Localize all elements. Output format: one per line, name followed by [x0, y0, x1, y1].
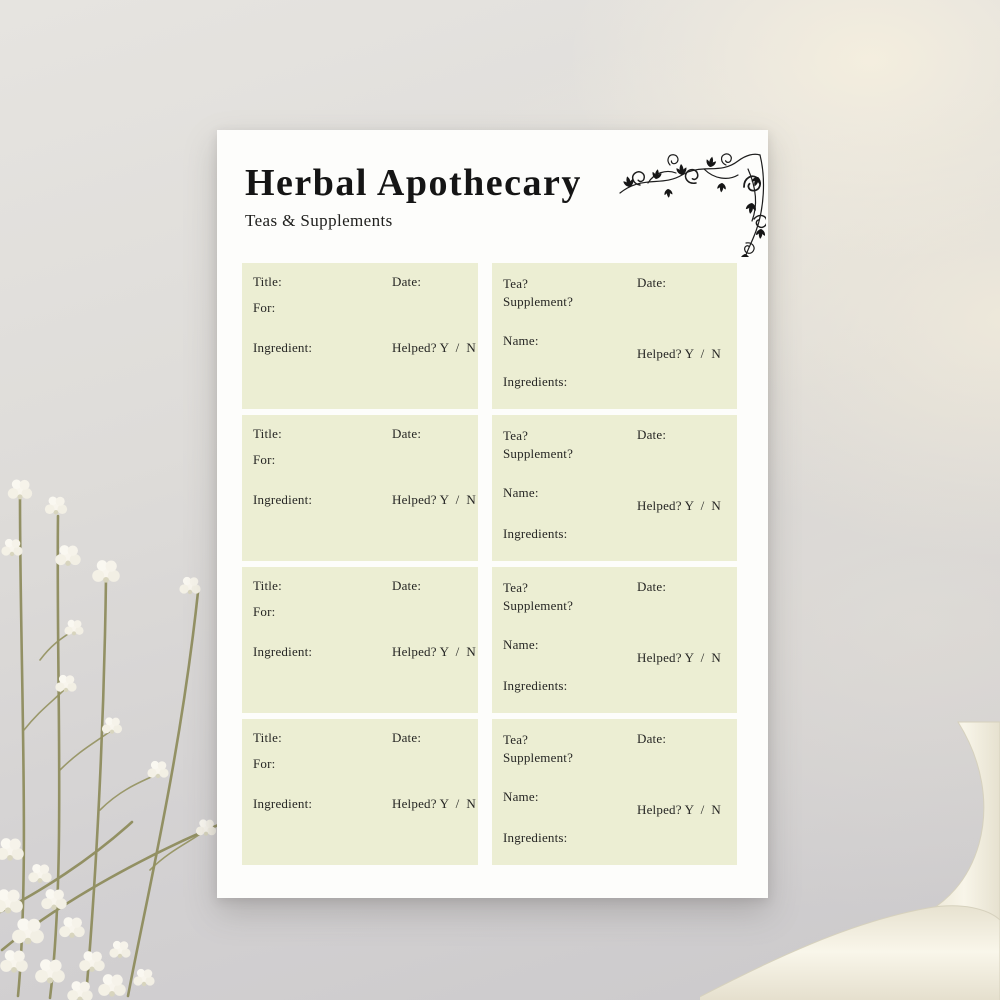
for-label: For:	[253, 756, 276, 771]
ingredient-label: Ingredient:	[253, 644, 313, 659]
record-cards-grid	[242, 263, 737, 865]
remedy-record-card	[242, 263, 478, 409]
ingredients-label: Ingredients:	[503, 830, 568, 845]
ingredient-label: Ingredient:	[253, 492, 313, 507]
tea-label: Tea?	[503, 428, 529, 443]
floral-corner-ornament-icon	[618, 135, 766, 257]
date-label: Date:	[637, 427, 667, 442]
tea-supplement-record-card	[492, 415, 737, 561]
helped-label: Helped? Y / N	[637, 802, 721, 817]
ingredients-label: Ingredients:	[503, 374, 568, 389]
title-label: Title:	[253, 730, 282, 745]
ingredient-label: Ingredient:	[253, 340, 313, 355]
date-label: Date:	[392, 578, 422, 593]
remedy-record-card	[242, 415, 478, 561]
supplement-label: Supplement?	[503, 750, 574, 765]
ingredient-label: Ingredient:	[253, 796, 313, 811]
remedy-record-card	[242, 719, 478, 865]
supplement-label: Supplement?	[503, 446, 574, 461]
helped-label: Helped? Y / N	[392, 796, 476, 811]
tea-label: Tea?	[503, 732, 529, 747]
date-label: Date:	[392, 426, 422, 441]
supplement-label: Supplement?	[503, 598, 574, 613]
name-label: Name:	[503, 789, 539, 804]
for-label: For:	[253, 604, 276, 619]
for-label: For:	[253, 452, 276, 467]
tea-supplement-record-card	[492, 567, 737, 713]
date-label: Date:	[637, 579, 667, 594]
title-label: Title:	[253, 274, 282, 289]
helped-label: Helped? Y / N	[392, 340, 476, 355]
helped-label: Helped? Y / N	[637, 498, 721, 513]
date-label: Date:	[392, 730, 422, 745]
paper-sheet	[217, 130, 768, 898]
date-label: Date:	[392, 274, 422, 289]
title-label: Title:	[253, 578, 282, 593]
title-label: Title:	[253, 426, 282, 441]
for-label: For:	[253, 300, 276, 315]
date-label: Date:	[637, 275, 667, 290]
helped-label: Helped? Y / N	[637, 650, 721, 665]
ingredients-label: Ingredients:	[503, 526, 568, 541]
name-label: Name:	[503, 485, 539, 500]
supplement-label: Supplement?	[503, 294, 574, 309]
helped-label: Helped? Y / N	[637, 346, 721, 361]
name-label: Name:	[503, 637, 539, 652]
tea-label: Tea?	[503, 580, 529, 595]
remedy-record-card	[242, 567, 478, 713]
date-label: Date:	[637, 731, 667, 746]
tea-supplement-record-card	[492, 719, 737, 865]
name-label: Name:	[503, 333, 539, 348]
tea-supplement-record-card	[492, 263, 737, 409]
tea-label: Tea?	[503, 276, 529, 291]
helped-label: Helped? Y / N	[392, 492, 476, 507]
page-subtitle: Teas & Supplements	[245, 210, 393, 230]
page-title: Herbal Apothecary	[245, 162, 582, 204]
helped-label: Helped? Y / N	[392, 644, 476, 659]
page-header	[245, 163, 582, 231]
ingredients-label: Ingredients:	[503, 678, 568, 693]
